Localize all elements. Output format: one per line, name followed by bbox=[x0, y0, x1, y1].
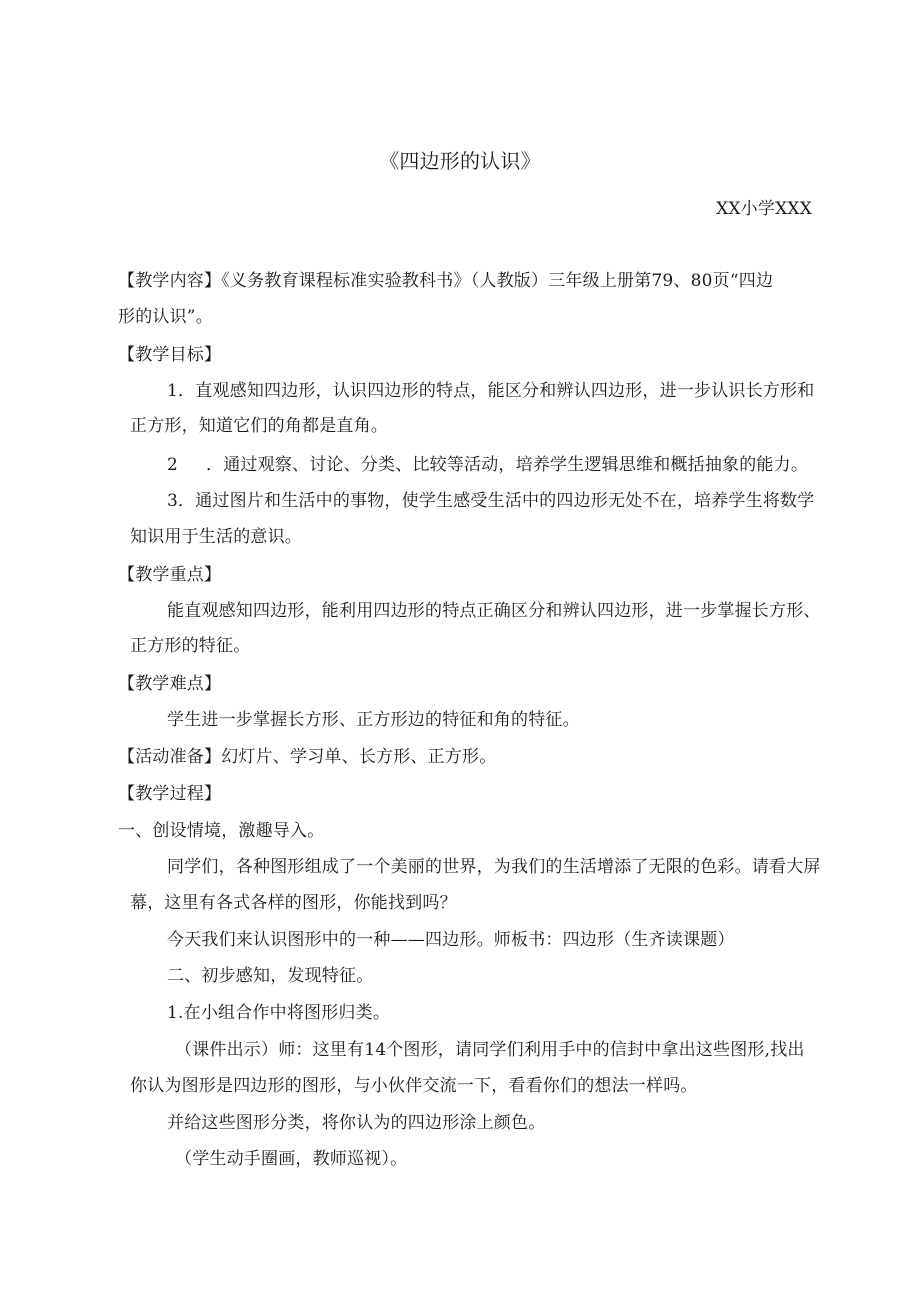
key-line-2: 正方形的特征。 bbox=[130, 636, 251, 656]
step-2-para-1-line-1: （课件出示）师：这里有14个图形，请同学们利用手中的信封中拿出这些图形,找出 bbox=[175, 1040, 805, 1060]
key-line-1: 能直观感知四边形，能利用四边形的特点正确区分和辨认四边形，进一步掌握长方形、 bbox=[167, 601, 821, 621]
step-2-para-3: （学生动手圈画，教师巡视）。 bbox=[175, 1149, 408, 1169]
goal-2-number: 2 bbox=[167, 455, 179, 475]
content-text: 《义务教育课程标准实验教科书》（人教版）三年级上册第79、80页“四边 bbox=[221, 271, 774, 291]
step-1-para-2: 今天我们来认识图形中的一种——四边形。师板书：四边形（生齐读课题） bbox=[167, 930, 735, 950]
goal-2-line bbox=[167, 454, 808, 476]
prep-label: 【活动准备】 bbox=[118, 747, 222, 767]
step-2-heading: 二、初步感知，发现特征。 bbox=[167, 966, 374, 986]
step-2-para-1-line-2: 你认为图形是四边形的图形，与小伙伴交流一下，看看你们的想法一样吗。 bbox=[130, 1076, 698, 1096]
content-line-2: 形的认识”。 bbox=[118, 307, 213, 327]
goal-2-text: ．通过观察、讨论、分类、比较等活动，培养学生逻辑思维和概括抽象的能力。 bbox=[206, 455, 809, 475]
step-1-heading: 一、创设情境，激趣导入。 bbox=[118, 821, 325, 841]
difficulty-heading: 【教学难点】 bbox=[118, 674, 222, 694]
prep-line bbox=[118, 746, 496, 768]
process-heading: 【教学过程】 bbox=[118, 784, 222, 804]
prep-text: 幻灯片、学习单、长方形、正方形。 bbox=[221, 747, 497, 767]
goal-3-line-2: 知识用于生活的意识。 bbox=[130, 527, 302, 547]
difficulty-text: 学生进一步掌握长方形、正方形边的特征和角的特征。 bbox=[167, 710, 580, 730]
document-author: XX小学XXX bbox=[716, 199, 812, 219]
key-heading: 【教学重点】 bbox=[118, 565, 222, 585]
step-1-para-1-line-1: 同学们，各种图形组成了一个美丽的世界，为我们的生活增添了无限的色彩。请看大屏 bbox=[167, 857, 821, 877]
step-1-para-1-line-2: 幕，这里有各式各样的图形，你能找到吗？ bbox=[130, 893, 457, 913]
step-2-item-1: 1.在小组合作中将图形归类。 bbox=[167, 1003, 391, 1023]
content-line-1 bbox=[118, 270, 773, 292]
step-2-para-2: 并给这些图形分类，将你认为的四边形涂上颜色。 bbox=[167, 1113, 546, 1133]
goal-3-line-1: 3．通过图片和生活中的事物，使学生感受生活中的四边形无处不在，培养学生将数学 bbox=[167, 491, 815, 511]
goal-1-line-1: 1．直观感知四边形，认识四边形的特点，能区分和辨认四边形，进一步认识长方形和 bbox=[167, 381, 815, 401]
goal-1-line-2: 正方形，知道它们的角都是直角。 bbox=[130, 416, 388, 436]
document-title: 《四边形的认识》 bbox=[379, 149, 541, 173]
content-label: 【教学内容】 bbox=[118, 271, 222, 291]
goals-heading: 【教学目标】 bbox=[118, 345, 222, 365]
